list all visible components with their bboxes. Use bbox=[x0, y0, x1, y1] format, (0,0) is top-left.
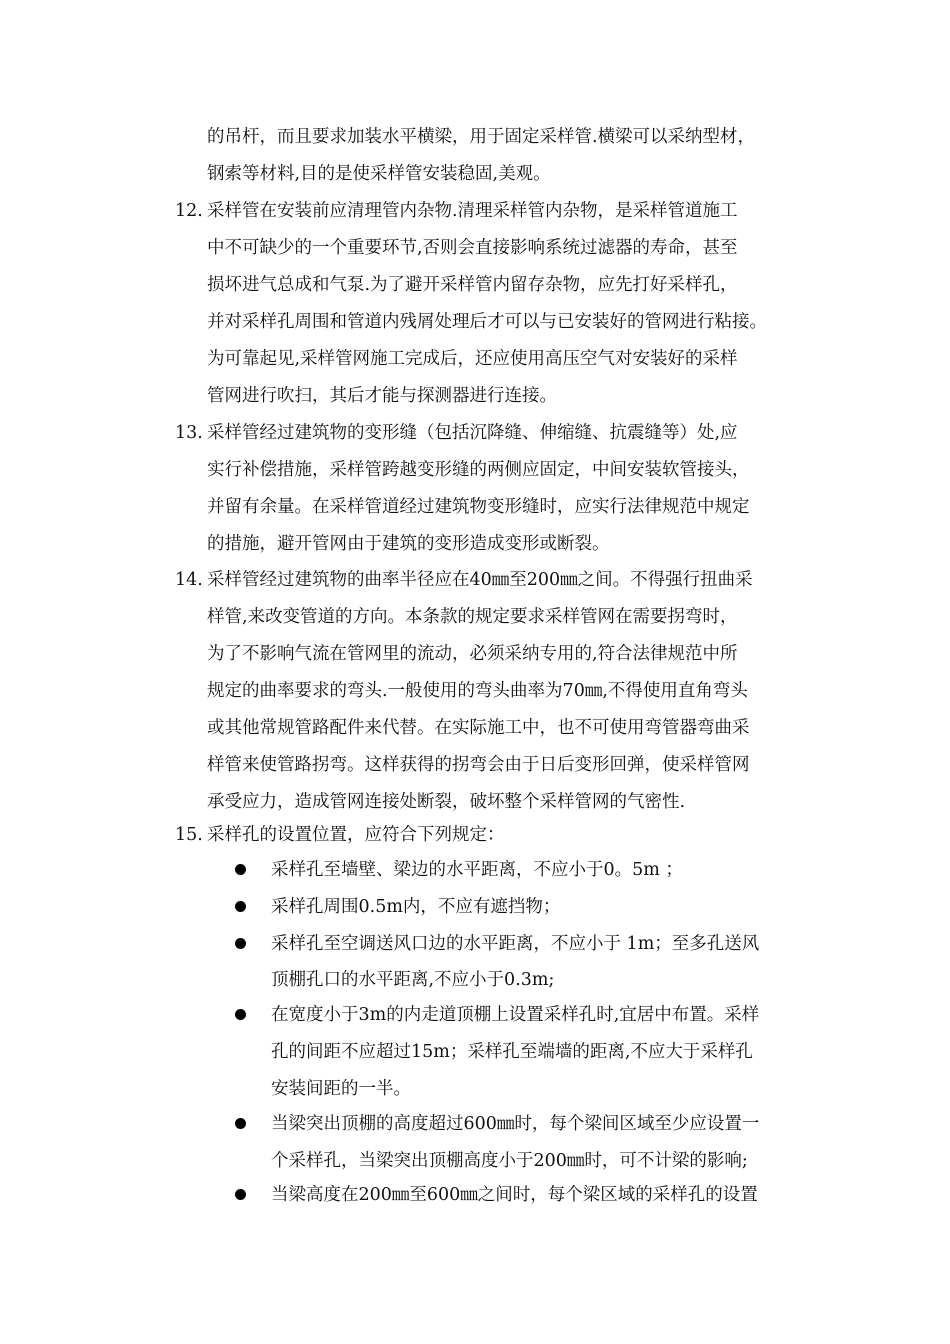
item-line: 或其他常规管路配件来代替。在实际施工中，也不可使用弯管器弯曲采 bbox=[207, 718, 750, 738]
item-line: 为了不影响气流在管网里的流动，必须采纳专用的,符合法律规范中所 bbox=[207, 644, 738, 664]
bullet-icon bbox=[235, 1189, 246, 1200]
item-line: 的措施，避开管网由于建筑的变形造成变形或断裂。 bbox=[207, 534, 610, 554]
item-line: 样管来使管路拐弯。这样获得的拐弯会由于日后变形回弹，使采样管网 bbox=[207, 755, 750, 775]
item-number: 12. bbox=[175, 201, 203, 221]
bullet-line: 顶棚孔口的水平距离,不应小于0.3m; bbox=[271, 970, 555, 990]
item-line: 中不可缺少的一个重要环节,否则会直接影响系统过滤器的寿命，甚至 bbox=[207, 238, 738, 258]
bullet-icon bbox=[235, 864, 246, 875]
item-line: 为可靠起见,采样管网施工完成后，还应使用高压空气对安装好的采样 bbox=[207, 349, 738, 369]
item-line: 承受应力，造成管网连接处断裂，破坏整个采样管网的气密性. bbox=[207, 792, 686, 812]
item-line: 并对采样孔周围和管道内残屑处理后才可以与已安装好的管网进行粘接。 bbox=[207, 312, 767, 332]
bullet-line: 当梁高度在200㎜至600㎜之间时，每个梁区域的采样孔的设置 bbox=[271, 1185, 758, 1205]
bullet-icon bbox=[235, 938, 246, 949]
bullet-line: 孔的间距不应超过15m；采样孔至端墙的距离,不应大于采样孔 bbox=[271, 1042, 753, 1062]
bullet-line: 采样孔至空调送风口边的水平距离，不应小于 1m；至多孔送风 bbox=[271, 934, 760, 954]
bullet-line: 采样孔周围0.5m内，不应有遮挡物； bbox=[271, 897, 561, 917]
bullet-icon bbox=[235, 1009, 246, 1020]
continuation-line: 钢索等材料,目的是使采样管安装稳固,美观。 bbox=[207, 164, 551, 184]
item-line: 实行补偿措施，采样管跨越变形缝的两侧应固定，中间安装软管接头， bbox=[207, 460, 750, 480]
item-line: 采样管经过建筑物的变形缝（包括沉降缝、伸缩缝、抗震缝等）处,应 bbox=[207, 423, 738, 443]
bullet-line: 在宽度小于3m的内走道顶棚上设置采样孔时,宜居中布置。采样 bbox=[271, 1005, 760, 1025]
item-number: 13. bbox=[175, 423, 203, 443]
bullet-icon bbox=[235, 1118, 246, 1129]
item-number: 15. bbox=[175, 825, 203, 845]
item-line: 采样孔的设置位置，应符合下列规定： bbox=[207, 825, 505, 845]
bullet-line: 当梁突出顶棚的高度超过600㎜时，每个梁间区域至少应设置一 bbox=[271, 1114, 760, 1134]
item-line: 损坏进气总成和气泵.为了避开采样管内留存杂物，应先打好采样孔， bbox=[207, 275, 738, 295]
item-line: 并留有余量。在采样管道经过建筑物变形缝时，应实行法律规范中规定 bbox=[207, 497, 750, 517]
bullet-line: 安装间距的一半。 bbox=[271, 1079, 411, 1099]
bullet-icon bbox=[235, 901, 246, 912]
item-line: 样管,来改变管道的方向。本条款的规定要求采样管网在需要拐弯时， bbox=[207, 607, 738, 627]
item-line: 采样管在安装前应清理管内杂物.清理采样管内杂物，是采样管道施工 bbox=[207, 201, 738, 221]
item-number: 14. bbox=[175, 570, 203, 590]
continuation-line: 的吊杆，而且要求加装水平横梁，用于固定采样管.横梁可以采纳型材， bbox=[207, 127, 756, 147]
bullet-line: 采样孔至墙壁、梁边的水平距离，不应小于0。5m ； bbox=[271, 860, 683, 880]
item-line: 管网进行吹扫，其后才能与探测器进行连接。 bbox=[207, 386, 557, 406]
item-line: 规定的曲率要求的弯头.一般使用的弯头曲率为70㎜,不得使用直角弯头 bbox=[207, 681, 748, 701]
item-line: 采样管经过建筑物的曲率半径应在40㎜至200㎜之间。不得强行扭曲采 bbox=[207, 570, 753, 590]
bullet-line: 个采样孔，当梁突出顶棚高度小于200㎜时，可不计梁的影响; bbox=[271, 1151, 748, 1171]
